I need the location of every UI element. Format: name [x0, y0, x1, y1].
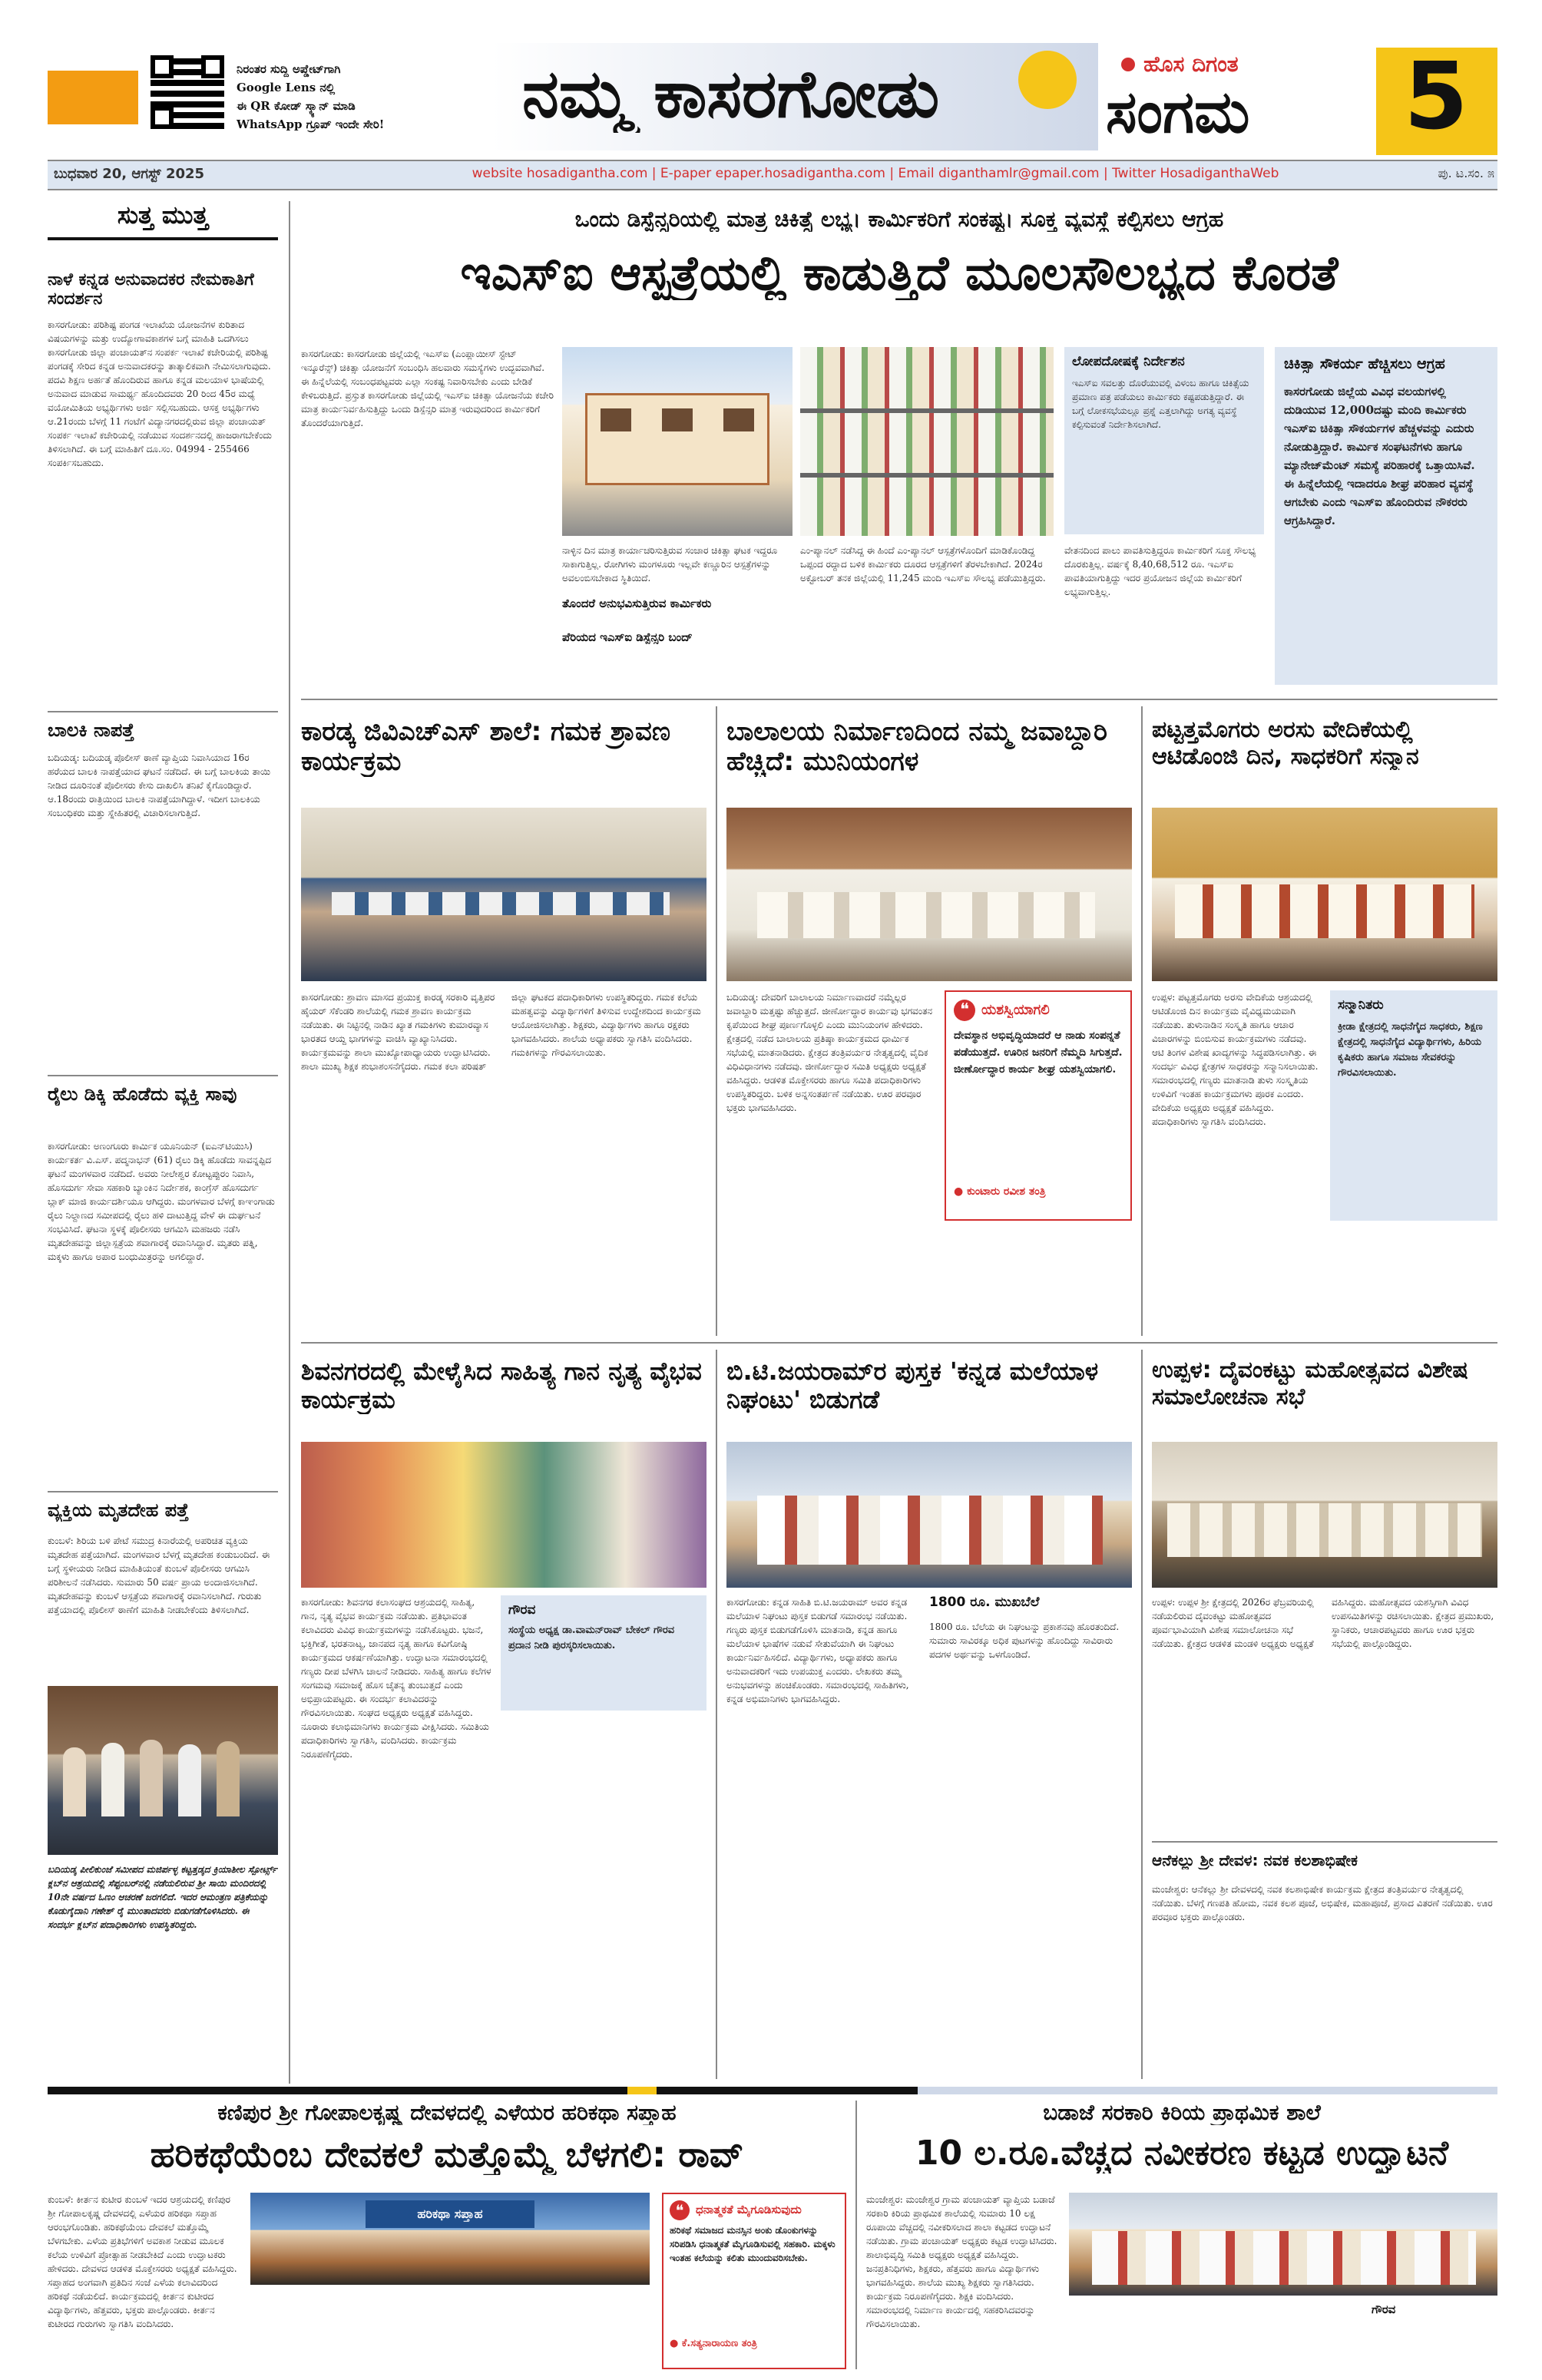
- row2-story-3: [1152, 706, 1497, 1336]
- row3-story-2: [726, 1350, 1132, 2079]
- bottom-story-2-kicker: ಬಡಾಜೆ ಸರಕಾರಿ ಕಿರಿಯ ಪ್ರಾಥಮಿಕ ಶಾಲೆ: [1043, 2101, 1321, 2125]
- cultural-program-photo: [301, 1442, 706, 1588]
- bottom-story-1-headline: ಹರಿಕಥೆಯೆಂಬ ದೇವಕಲೆ ಮತ್ತೊಮ್ಮೆ ಬೆಳಗಲಿ: ರಾವ್: [150, 2134, 744, 2175]
- divider: [716, 706, 717, 1336]
- harikatha-photo: [250, 2193, 650, 2285]
- page-title: ನಮ್ಮ ಕಾಸರಗೋಡು: [522, 57, 940, 133]
- lead-body-3: ಎಂ-ಪ್ಯಾನಲ್ ನಡೆಸಿದ್ದ ಈ ಹಿಂದೆ ಎಂ-ಪ್ಯಾನಲ್ ಆಸ್ಪತ್ರೆಗಳೊಂದಿಗೆ ಮಾಡಿಕೊಂಡಿದ್ದ ಒಪ್ಪಂದ ರದ್ದಾದ ಬಳಿಕ ಕಾರ್ಮಿಕರು ದೂರದ ಆಸ್ಪತ್ರೆಗಳಿಗೆ ತೆರಳಬೇಕಾಗಿದೆ. 2024ರ ಅಕ್ಟೋಬರ್ ತನಕ ಜಿಲ್ಲೆಯಲ್ಲಿ 11,245 ಮಂದಿ ಇಎಸ್‌ಐ ಸೌಲಭ್ಯ ಪಡೆಯುತ್ತಿದ್ದರು.: [800, 545, 1046, 583]
- bottom-story-1-body: ಕುಂಬಳೆ: ಕೀರ್ತನ ಕುಟೀರ ಕುಂಬಳೆ ಇದರ ಆಶ್ರಯದಲ್ಲಿ ಕಣಿಪುರ ಶ್ರೀ ಗೋಪಾಲಕೃಷ್ಣ ದೇವಳದಲ್ಲಿ ಎಳೆಯರ ಹರಿಕಥಾ ಸಪ್ತಾಹ ಆರಂಭಗೊಂಡಿತು. ಹರಿಕಥೆಯೆಂಬ ದೇವಕಲೆ ಮತ್ತೊಮ್ಮೆ ಬೆಳಗಬೇಕು. ಎಳೆಯ ಪ್ರತಿಭೆಗಳಿಗೆ ಅವಕಾಶ ನೀಡುವ ಮೂಲಕ ಕಲೆಯ ಉಳಿವಿಗೆ ಪ್ರೋತ್ಸಾಹ ನೀಡಬೇಕಿದೆ ಎಂದು ಉದ್ಘಾಟಕರು ಹೇಳಿದರು. ದೇವಳದ ಆಡಳಿತ ಮೊಕ್ತೇಸರರು ಅಧ್ಯಕ್ಷತೆ ವಹಿಸಿದ್ದರು. ಸಪ್ತಾಹದ ಅಂಗವಾಗಿ ಪ್ರತಿದಿನ ಸಂಜೆ ಎಳೆಯ ಕಲಾವಿದರಿಂದ ಹರಿಕಥೆ ನಡೆಯಲಿದೆ. ಕಾರ್ಯಕ್ರಮದಲ್ಲಿ ಕೀರ್ತನ ಕುಟೀರದ ವಿದ್ಯಾರ್ಥಿಗಳು, ಹೆತ್ತವರು, ಭಕ್ತರು ಪಾಲ್ಗೊಂಡರು. ಕೀರ್ತನ ಕುಟೀರದ ಗುರುಗಳು ಸ್ವಾಗತಿಸಿ ವಂದಿಸಿದರು.: [48, 2194, 237, 2329]
- row3-story-1-body: ಕಾಸರಗೋಡು: ಶಿವನಗರ ಕಲಾಸಂಘದ ಆಶ್ರಯದಲ್ಲಿ ಸಾಹಿತ್ಯ, ಗಾನ, ನೃತ್ಯ ವೈಭವ ಕಾರ್ಯಕ್ರಮ ನಡೆಯಿತು. ಪ್ರತಿಭಾವಂತ ಕಲಾವಿದರು ವಿವಿಧ ಕಾರ್ಯಕ್ರಮಗಳನ್ನು ನಡೆಸಿಕೊಟ್ಟರು. ಭಜನೆ, ಭಕ್ತಿಗೀತೆ, ಭರತನಾಟ್ಯ, ಜಾನಪದ ನೃತ್ಯ ಹಾಗೂ ಕವಿಗೋಷ್ಠಿ ಕಾರ್ಯಕ್ರಮದ ಆಕರ್ಷಣೆಯಾಗಿತ್ತು. ಉದ್ಘಾಟನಾ ಸಮಾರಂಭದಲ್ಲಿ ಗಣ್ಯರು ದೀಪ ಬೆಳಗಿಸಿ ಚಾಲನೆ ನೀಡಿದರು. ಸಾಹಿತ್ಯ ಹಾಗೂ ಕಲೆಗಳ ಸಂಗಮವು ಸಮಾಜಕ್ಕೆ ಹೊಸ ಚೈತನ್ಯ ತುಂಬುತ್ತದೆ ಎಂದು ಅಭಿಪ್ರಾಯಪಟ್ಟರು. ಈ ಸಂದರ್ಭ ಕಲಾವಿದರನ್ನು ಗೌರವಿಸಲಾಯಿತು. ಸಂಘದ ಅಧ್ಯಕ್ಷರು ಅಧ್ಯಕ್ಷತೆ ವಹಿಸಿದ್ದರು. ನೂರಾರು ಕಲಾಭಿಮಾನಿಗಳು ಕಾರ್ಯಕ್ರಮ ವೀಕ್ಷಿಸಿದರು. ಸಮಿತಿಯ ಪದಾಧಿಕಾರಿಗಳು ಸ್ವಾಗತಿಸಿ, ವಂದಿಸಿದರು. ಕಾರ್ಯಕ್ರಮ ನಿರೂಪಣೆಗೈದರು.: [301, 1597, 491, 1760]
- row2-story-2: [726, 706, 1132, 1336]
- row3-story-2-body-2: 1800 ರೂ. ಬೆಲೆಯ ಈ ನಿಘಂಟನ್ನು ಪ್ರಕಾಶನವು ಹೊರತಂದಿದೆ. ಸುಮಾರು ಸಾವಿರಕ್ಕೂ ಅಧಿಕ ಪುಟಗಳನ್ನು ಹೊಂದಿದ್ದು ಸಾವಿರಾರು ಪದಗಳ ಅರ್ಥವನ್ನು ಒಳಗೊಂಡಿದೆ.: [929, 1621, 1120, 1660]
- lead-headline: ಇಎಸ್‌ಐ ಆಸ್ಪತ್ರೆಯಲ್ಲಿ ಕಾಡುತ್ತಿದೆ ಮೂಲಸೌಲಭ್ಯದ ಕೊರತೆ: [460, 246, 1338, 301]
- divider: [1152, 1841, 1497, 1843]
- honorees-box: [1330, 990, 1497, 1221]
- row2-story-2-body: ಬದಿಯಡ್ಕ: ದೇವರಿಗೆ ಬಾಲಾಲಯ ನಿರ್ಮಾಣವಾದರೆ ನಮ್ಮೆಲ್ಲರ ಜವಾಬ್ದಾರಿ ಮತ್ತಷ್ಟು ಹೆಚ್ಚುತ್ತದೆ. ಜೀರ್ಣೋದ್ಧಾರ ಕಾರ್ಯವು ಭಗವಂತನ ಕೃಪೆಯಿಂದ ಶೀಘ್ರ ಪೂರ್ಣಗೊಳ್ಳಲಿ ಎಂದು ಮುನಿಯಂಗಳ ಹೇಳಿದರು. ಕ್ಷೇತ್ರದಲ್ಲಿ ನಡೆದ ಬಾಲಾಲಯ ಪ್ರತಿಷ್ಠಾ ಕಾರ್ಯಕ್ರಮದ ಧಾರ್ಮಿಕ ಸಭೆಯಲ್ಲಿ ಮಾತನಾಡಿದರು. ಕ್ಷೇತ್ರದ ತಂತ್ರಿವರ್ಯರ ನೇತೃತ್ವದಲ್ಲಿ ವೈದಿಕ ವಿಧಿವಿಧಾನಗಳು ನಡೆದವು. ಜೀರ್ಣೋದ್ಧಾರ ಸಮಿತಿ ಅಧ್ಯಕ್ಷರು ಅಧ್ಯಕ್ಷತೆ ವಹಿಸಿದ್ದರು. ಆಡಳಿತ ಮೊಕ್ತೇಸರರು ಹಾಗೂ ಸಮಿತಿ ಪದಾಧಿಕಾರಿಗಳು ಉಪಸ್ಥಿತರಿದ್ದರು. ಬಳಿಕ ಅನ್ನಸಂತರ್ಪಣೆ ನಡೆಯಿತು. ಊರ ಪರವೂರ ಭಕ್ತರು ಭಾಗವಹಿಸಿದರು.: [726, 992, 933, 1113]
- sidebar-story-1-body: ಕಾಸರಗೋಡು: ಪರಿಶಿಷ್ಟ ಪಂಗಡ ಇಲಾಖೆಯ ಯೋಜನೆಗಳ ಕುರಿತಾದ ವಿಷಯಗಳನ್ನು ಮತ್ತು ಉದ್ಯೋಗಾವಕಾಶಗಳ ಬಗ್ಗೆ ಮಾಹಿತಿ ಒದಗಿಸಲು ಕಾಸರಗೋಡು ಜಿಲ್ಲಾ ಪಂಚಾಯತ್‌ನ ಸಂಪರ್ಕ ಇಲಾಖೆ ಕಚೇರಿಯಲ್ಲಿ ಪರಿಶಿಷ್ಟ ಪಂಗಡಕ್ಕೆ ಸೇರಿದ ಕನ್ನಡ ಅನುವಾದಕರನ್ನು ತಾತ್ಕಾಲಿಕವಾಗಿ ನೇಮಿಸಲಾಗುವುದು. ಪದವಿ ಶಿಕ್ಷಣ ಅರ್ಹತೆ ಹೊಂದಿರುವ ಹಾಗೂ ಕನ್ನಡ ಮಲಯಾಳ ಭಾಷೆಯಲ್ಲಿ ಅನುವಾದ ಮಾಡುವ ಸಾಮರ್ಥ್ಯ ಹೊಂದಿದವರು 20 ರಿಂದ 45ರ ಮಧ್ಯೆ ವಯೋಮಿತಿಯ ಅಭ್ಯರ್ಥಿಗಳು ಅರ್ಜಿ ಸಲ್ಲಿಸಬಹುದು. ಆಸಕ್ತ ಅಭ್ಯರ್ಥಿಗಳು ಆ.21ರಂದು ಬೆಳಗ್ಗೆ 11 ಗಂಟೆಗೆ ವಿದ್ಯಾನಗರದಲ್ಲಿರುವ ಜಿಲ್ಲಾ ಪಂಚಾಯತ್ ಸಂಪರ್ಕ ಇಲಾಖೆ ಕಚೇರಿಯಲ್ಲಿ ನಡೆಯುವ ಸಂದರ್ಶನದಲ್ಲಿ ಹಾಜರಾಗಬೇಕೆಂದು ತಿಳಿಸಲಾಗಿದೆ. ಈ ಬಗ್ಗೆ ಮಾಹಿತಿಗೆ ದೂ.ಸಂ. 04994 - 255466 ಸಂಪರ್ಕಿಸಬಹುದು.: [48, 319, 272, 468]
- promo-2-header: [670, 2200, 839, 2220]
- divider: [1141, 706, 1143, 1336]
- bottom-story-1: [48, 2101, 846, 2369]
- row2-story-2-headline: ಬಾಲಾಲಯ ನಿರ್ಮಾಣದಿಂದ ನಮ್ಮ ಜವಾಬ್ದಾರಿ ಹೆಚ್ಚಿದೆ: ಮುನಿಯಂಗಳ: [726, 717, 1107, 778]
- divider: [289, 201, 290, 2084]
- lead-subhead-2: ಪೆರಿಯದ ಇಎಸ್‌ಐ ಡಿಸ್ಪೆನ್ಸರಿ ಬಂದ್: [562, 631, 693, 644]
- divider: [716, 1350, 717, 2079]
- box-treatment: [1275, 347, 1497, 685]
- lead-kicker: ಒಂದು ಡಿಸ್ಪೆನ್ಸರಿಯಲ್ಲಿ ಮಾತ್ರ ಚಿಕಿತ್ಸೆ ಲಭ್ಯ। ಕಾರ್ಮಿಕರಿಗೆ ಸಂಕಷ್ಟ। ಸೂಕ್ತ ವ್ಯವಸ್ಥೆ ಕಲ್ಪಿಸಲು ಆಗ್ರಹ: [574, 207, 1224, 232]
- promo-1-header: [954, 1000, 1123, 1021]
- divider: [48, 711, 278, 712]
- quote-mark-icon: ❝: [670, 2200, 690, 2220]
- qr-line-1: ನಿರಂತರ ಸುದ್ದಿ ಅಪ್ಡೇಟ್‌ಗಾಗಿ: [237, 62, 341, 76]
- school-event-photo: [301, 808, 706, 981]
- qr-line-2: Google Lens ನಲ್ಲಿ: [237, 81, 336, 94]
- box-treatment-title: ಚಿಕಿತ್ಸಾ ಸೌಕರ್ಯ ಹೆಚ್ಚಿಸಲು ಆಗ್ರಹ: [1284, 356, 1445, 372]
- row3-story-2-subhead: 1800 ರೂ. ಮುಖಬೆಲೆ: [929, 1595, 1040, 1610]
- harikatha-banner: ಹರಿಕಥಾ ಸಪ್ತಾಹ: [366, 2200, 534, 2228]
- divider: [1141, 1350, 1143, 2079]
- row3-story-1-body-cont: [501, 1718, 706, 2071]
- row2-story-1: [301, 706, 706, 1336]
- lead-body-1: ಕಾಸರಗೋಡು: ಕಾಸರಗೋಡು ಜಿಲ್ಲೆಯಲ್ಲಿ ಇಎಸ್‌ಐ (ಎಂಪ್ಲಾಯೀಸ್ ಸ್ಟೇಟ್ ಇನ್ಶೂರೆನ್ಸ್) ಚಿಕಿತ್ಸಾ ಯೋಜನೆಗೆ ಸಂಬಂಧಿಸಿ ಹಲವಾರು ಸಮಸ್ಯೆಗಳು ಉದ್ಭವವಾಗಿವೆ. ಈ ಹಿನ್ನೆಲೆಯಲ್ಲಿ ಸಂಬಂಧಪಟ್ಟವರು ಎಲ್ಲಾ ಸಂಕಷ್ಟ ನಿವಾರಿಸಬೇಕು ಎಂದು ಬೇಡಿಕೆ ಕೇಳಿಬರುತ್ತಿದೆ. ಪ್ರಸ್ತುತ ಕಾಸರಗೋಡು ಜಿಲ್ಲೆಯಲ್ಲಿ ಇಎಸ್‌ಐ ಚಿಕಿತ್ಸಾ ಯೋಜನೆಯ ಕಚೇರಿ ಮಾತ್ರ ಕಾರ್ಯನಿರ್ವಹಿಸುತ್ತಿದ್ದು ಒಂದು ಡಿಸ್ಪೆನ್ಸರಿ ಮಾತ್ರ ಇರುವುದರಿಂದ ಕಾರ್ಮಿಕರಿಗೆ ತೊಂದರೆಯಾಗುತ್ತಿದೆ.: [301, 349, 554, 428]
- sidebar-story-2-body: ಬದಿಯಡ್ಕ: ಬದಿಯಡ್ಕ ಪೊಲೀಸ್ ಠಾಣೆ ವ್ಯಾಪ್ತಿಯ ನಿವಾಸಿಯಾದ 16ರ ಹರೆಯದ ಬಾಲಕಿ ನಾಪತ್ತೆಯಾದ ಘಟನೆ ನಡೆದಿದೆ. ಈ ಬಗ್ಗೆ ಬಾಲಕಿಯ ತಾಯಿ ನೀಡಿದ ದೂರಿನಂತೆ ಪೊಲೀಸರು ಕೇಸು ದಾಖಲಿಸಿ ತನಿಖೆ ಕೈಗೊಂಡಿದ್ದಾರೆ. ಆ.18ರಂದು ರಾತ್ರಿಯಿಂದ ಬಾಲಕಿ ನಾಪತ್ತೆಯಾಗಿದ್ದಾಳೆ. ಇದೀಗ ಬಾಲಕಿಯ ಸಂಬಂಧಿಕರು ಮತ್ತು ಸ್ನೇಹಿತರಲ್ಲಿ ವಿಚಾರಿಸಲಾಗುತ್ತಿದೆ.: [48, 752, 270, 818]
- row3-story-3-sub-headline: ಆನೆಕಲ್ಲು ಶ್ರೀ ದೇವಳ: ನವಕ ಕಲಶಾಭಿಷೇಕ: [1152, 1852, 1358, 1869]
- brand-name: ಹೊಸ ದಿಗಂತ: [1143, 51, 1239, 77]
- sidebar-story-2-headline: ಬಾಲಕಿ ನಾಪತ್ತೆ: [48, 720, 134, 741]
- sidebar-story-4-headline: ವ್ಯಕ್ತಿಯ ಮೃತದೇಹ ಪತ್ತೆ: [48, 1500, 189, 1521]
- honorees-title: ಸನ್ಮಾನಿತರು: [1338, 998, 1384, 1013]
- club-photo-caption: ಬದಿಯಡ್ಕ ಪೀಲಿಕುಂಜೆ ಸಮೀಪದ ಮಜಿರ್ಪಳ್ಳ ಕಟ್ಟತ್ತಡ್ಕದ ಕ್ರಿಯಾಶೀಲ ಸ್ಪೋರ್ಟ್ಸ್ ಕ್ಲಬ್‌ನ ಆಶ್ರಯದಲ್ಲಿ ಸೆಪ್ಟಂಬರ್‌ನಲ್ಲಿ ನಡೆಯಲಿರುವ ಶ್ರೀ ಸಾಯಿ ಮಂದಿರದಲ್ಲಿ 10ನೇ ವರ್ಷದ ಓಣಂ ಆಚರಣೆ ಜರಗಲಿದೆ. ಇದರ ಆಮಂತ್ರಣ ಪತ್ರಿಕೆಯನ್ನು ಕೊಡುಗೈದಾನಿ ಗಣೇಶ್ ರೈ ಮುಂತಾದವರು ಬಿಡುಗಡೆಗೊಳಿಸಿದರು. ಈ ಸಂದರ್ಭ ಕ್ಲಬ್‌ನ ಪದಾಧಿಕಾರಿಗಳು ಉಪಸ್ಥಿತರಿದ್ದರು.: [48, 1864, 277, 1930]
- honoring-photo: [1152, 808, 1497, 981]
- box-lopadosha-title: ಲೋಪದೋಷಕ್ಕೆ ನಿರ್ದೇಶನ: [1072, 355, 1185, 369]
- supplement-title: ಸಂಗಮ: [1106, 78, 1250, 146]
- row2-story-1-headline: ಕಾರಡ್ಕ ಜಿವಿಎಚ್‌ಎಸ್ ಶಾಲೆ: ಗಮಕ ಶ್ರಾವಣ ಕಾರ್ಯಕ್ರಮ: [301, 717, 670, 778]
- brand-dot-icon: [1121, 58, 1135, 71]
- sidebar-story-1-headline: ನಾಳೆ ಕನ್ನಡ ಅನುವಾದಕರ ನೇಮಕಾತಿಗೆ ಸಂದರ್ಶನ: [48, 270, 254, 309]
- promo-2-title: ಧನಾತ್ಮಕತೆ ಮೈಗೂಡಿಸುವುದು: [696, 2203, 802, 2217]
- promo-positivity: [662, 2193, 846, 2369]
- sidebar: [48, 201, 278, 2084]
- row2-story-2-body-cont: [945, 1228, 1132, 1328]
- school-inauguration-photo: [1069, 2193, 1497, 2296]
- masthead: [0, 0, 1542, 182]
- row3-story-1-headline: ಶಿವನಗರದಲ್ಲಿ ಮೇಳೈಸಿದ ಸಾಹಿತ್ಯ ಗಾನ ನೃತ್ಯ ವೈಭವ ಕಾರ್ಯಕ್ರಮ: [301, 1357, 702, 1414]
- lead-body-4: ವೇತನದಿಂದ ಪಾಲು ಪಾವತಿಸುತ್ತಿದ್ದರೂ ಕಾರ್ಮಿಕರಿಗೆ ಸೂಕ್ತ ಸೌಲಭ್ಯ ದೊರಕುತ್ತಿಲ್ಲ. ವರ್ಷಕ್ಕೆ 8,40,68,512 ರೂ. ಇಎಸ್‌ಐ ಪಾವತಿಯಾಗುತ್ತಿದ್ದು ಇದರ ಪ್ರಯೋಜನ ಜಿಲ್ಲೆಯ ಕಾರ್ಮಿಕರಿಗೆ ಲಭ್ಯವಾಗುತ್ತಿಲ್ಲ.: [1064, 545, 1256, 597]
- row3-story-3-sub-body: ಮಂಜೇಶ್ವರ: ಆನೆಕಲ್ಲು ಶ್ರೀ ದೇವಳದಲ್ಲಿ ನವಕ ಕಲಶಾಭಿಷೇಕ ಕಾರ್ಯಕ್ರಮ ಕ್ಷೇತ್ರದ ತಂತ್ರಿವರ್ಯರ ನೇತೃತ್ವದಲ್ಲಿ ನಡೆಯಿತು. ಬೆಳಗ್ಗೆ ಗಣಪತಿ ಹೋಮ, ನವಕ ಕಲಶ ಪೂಜೆ, ಅಭಿಷೇಕ, ಮಹಾಪೂಜೆ, ಪ್ರಸಾದ ವಿತರಣೆ ನಡೆಯಿತು. ಊರ ಪರವೂರ ಭಕ್ತರು ಪಾಲ್ಗೊಂಡರು.: [1152, 1884, 1493, 1922]
- bottom-story-2-body-cont: [1069, 2303, 1361, 2369]
- promo-2-body: ಹರಿಕಥೆ ಸಮಾಜದ ಮನಸ್ಸಿನ ಅಂಕು ಡೊಂಕುಗಳನ್ನು ಸರಿಪಡಿಸಿ ಧನಾತ್ಮಕತೆ ಮೈಗೂಡಿಸುವಲ್ಲಿ ಸಹಕಾರಿ. ಮಕ್ಕಳು ಇಂತಹ ಕಲೆಯನ್ನು ಕಲಿತು ಮುಂದುವರಿಸಬೇಕು.: [670, 2225, 836, 2263]
- bottom-story-1-kicker: ಕಣಿಪುರ ಶ್ರೀ ಗೋಪಾಲಕೃಷ್ಣ ದೇವಳದಲ್ಲಿ ಎಳೆಯರ ಹರಿಕಥಾ ಸಪ್ತಾಹ: [217, 2101, 677, 2125]
- promo-1-author-name: ಕುಂಟಾರು ರವೀಶ ತಂತ್ರಿ: [967, 1185, 1046, 1198]
- contact-line[interactable]: website hosadigantha.com | E-paper epaper.hosadigantha.com | Email diganthamlr@gmail.com | Twitter HosadiganthaWeb: [472, 166, 1279, 181]
- color-strip: [48, 2087, 1497, 2094]
- club-group-photo: [48, 1686, 278, 1855]
- bottom-story-2: [866, 2101, 1497, 2369]
- row2-story-1-body: ಕಾಸರಗೋಡು: ಶ್ರಾವಣ ಮಾಸದ ಪ್ರಯುಕ್ತ ಕಾರಡ್ಕ ಸರಕಾರಿ ವೃತ್ತಿಪರ ಹೈಯರ್ ಸೆಕೆಂಡರಿ ಶಾಲೆಯಲ್ಲಿ ಗಮಕ ಶ್ರಾವಣ ಕಾರ್ಯಕ್ರಮ ನಡೆಯಿತು. ಈ ನಿಟ್ಟಿನಲ್ಲಿ ನಾಡಿನ ಖ್ಯಾತ ಗಮಕಿಗಳು ಕುಮಾರವ್ಯಾಸ ಭಾರತದ ಆಯ್ದ ಭಾಗಗಳನ್ನು ವಾಚಿಸಿ ವ್ಯಾಖ್ಯಾನಿಸಿದರು. ಕಾರ್ಯಕ್ರಮವನ್ನು ಶಾಲಾ ಮುಖ್ಯೋಪಾಧ್ಯಾಯರು ಉದ್ಘಾಟಿಸಿದರು. ಶಾಲಾ ಮುಖ್ಯ ಶಿಕ್ಷಕ ಶುಭಾಶಂಸನೆಗೈದರು. ಗಮಕ ಕಲಾ ಪರಿಷತ್ ಜಿಲ್ಲಾ ಘಟಕದ ಪದಾಧಿಕಾರಿಗಳು ಉಪಸ್ಥಿತರಿದ್ದರು. ಗಮಕ ಕಲೆಯ ಮಹತ್ವವನ್ನು ವಿದ್ಯಾರ್ಥಿಗಳಿಗೆ ತಿಳಿಸುವ ಉದ್ದೇಶದಿಂದ ಕಾರ್ಯಕ್ರಮ ಆಯೋಜಿಸಲಾಗಿತ್ತು. ಶಿಕ್ಷಕರು, ವಿದ್ಯಾರ್ಥಿಗಳು ಹಾಗೂ ರಕ್ಷಕರು ಭಾಗವಹಿಸಿದರು. ಶಾಲೆಯ ಅಧ್ಯಾಪಕರು ಸ್ವಾಗತಿಸಿ ವಂದಿಸಿದರು. ಗಮಕಿಗಳನ್ನು ಗೌರವಿಸಲಾಯಿತು.: [301, 992, 701, 1072]
- row3-story-3-body: ಉಪ್ಪಳ: ಉಪ್ಪಳ ಶ್ರೀ ಕ್ಷೇತ್ರದಲ್ಲಿ 2026ರ ಫೆಬ್ರವರಿಯಲ್ಲಿ ನಡೆಯಲಿರುವ ದೈವಂಕಟ್ಟು ಮಹೋತ್ಸವದ ಪೂರ್ವಭಾವಿಯಾಗಿ ವಿಶೇಷ ಸಮಾಲೋಚನಾ ಸಭೆ ನಡೆಯಿತು. ಕ್ಷೇತ್ರದ ಆಡಳಿತ ಮಂಡಳಿ ಅಧ್ಯಕ್ಷರು ಅಧ್ಯಕ್ಷತೆ ವಹಿಸಿದ್ದರು. ಮಹೋತ್ಸವದ ಯಶಸ್ಸಿಗಾಗಿ ವಿವಿಧ ಉಪಸಮಿತಿಗಳನ್ನು ರಚಿಸಲಾಯಿತು. ಕ್ಷೇತ್ರದ ಪ್ರಮುಖರು, ಸ್ಥಾನಿಕರು, ಆಚಾರಪಟ್ಟವರು ಹಾಗೂ ಊರ ಭಕ್ತರು ಸಭೆಯಲ್ಲಿ ಪಾಲ್ಗೊಂಡಿದ್ದರು.: [1152, 1597, 1494, 1649]
- divider: [855, 2101, 857, 2369]
- row3-story-2-body: ಕಾಸರಗೋಡು: ಕನ್ನಡ ಸಾಹಿತಿ ಬಿ.ಟಿ.ಜಯರಾಮ್ ಅವರ ಕನ್ನಡ ಮಲೆಯಾಳ ನಿಘಂಟು ಪುಸ್ತಕ ಬಿಡುಗಡೆ ಸಮಾರಂಭ ನಡೆಯಿತು. ಗಣ್ಯರು ಪುಸ್ತಕ ಬಿಡುಗಡೆಗೊಳಿಸಿ ಮಾತನಾಡಿ, ಕನ್ನಡ ಹಾಗೂ ಮಲೆಯಾಳ ಭಾಷೆಗಳ ನಡುವೆ ಸೇತುವೆಯಾಗಿ ಈ ನಿಘಂಟು ಕಾರ್ಯನಿರ್ವಹಿಸಲಿದೆ. ವಿದ್ಯಾರ್ಥಿಗಳು, ಅಧ್ಯಾಪಕರು ಹಾಗೂ ಅನುವಾದಕರಿಗೆ ಇದು ಉಪಯುಕ್ತ ಎಂದರು. ಲೇಖಕರು ತಮ್ಮ ಅನುಭವಗಳನ್ನು ಹಂಚಿಕೊಂಡರು. ಸಮಾರಂಭದಲ್ಲಿ ಸಾಹಿತಿಗಳು, ಕನ್ನಡ ಅಭಿಮಾನಿಗಳು ಭಾಗವಹಿಸಿದ್ದರು.: [726, 1597, 909, 1704]
- qr-line-3: ಈ QR ಕೋಡ್ ಸ್ಕ್ಯಾನ್ ಮಾಡಿ: [237, 99, 356, 113]
- dateline: ಬುಧವಾರ 20, ಆಗಸ್ಟ್ 2025: [54, 166, 205, 182]
- row2-story-3-body: ಉಪ್ಪಳ: ಪಟ್ಟತ್ತಮೊಗರು ಅರಸು ವೇದಿಕೆಯ ಆಶ್ರಯದಲ್ಲಿ ಆಟಿಡೊಂಜಿ ದಿನ ಕಾರ್ಯಕ್ರಮ ವೈವಿಧ್ಯಮಯವಾಗಿ ನಡೆಯಿತು. ತುಳುನಾಡಿನ ಸಂಸ್ಕೃತಿ ಹಾಗೂ ಆಚಾರ ವಿಚಾರಗಳನ್ನು ಬಿಂಬಿಸುವ ಕಾರ್ಯಕ್ರಮಗಳು ನಡೆದವು. ಆಟಿ ತಿಂಗಳ ವಿಶೇಷ ಖಾದ್ಯಗಳನ್ನು ಸಿದ್ಧಪಡಿಸಲಾಗಿತ್ತು. ಈ ಸಂದರ್ಭ ವಿವಿಧ ಕ್ಷೇತ್ರಗಳ ಸಾಧಕರನ್ನು ಸನ್ಮಾನಿಸಲಾಯಿತು. ಸಮಾರಂಭದಲ್ಲಿ ಗಣ್ಯರು ಮಾತನಾಡಿ ತುಳು ಸಂಸ್ಕೃತಿಯ ಉಳಿವಿಗೆ ಇಂತಹ ಕಾರ್ಯಕ್ರಮಗಳು ಪೂರಕ ಎಂದರು. ವೇದಿಕೆಯ ಅಧ್ಯಕ್ಷರು ಅಧ್ಯಕ್ಷತೆ ವಹಿಸಿದ್ದರು. ಪದಾಧಿಕಾರಿಗಳು ಸ್ವಾಗತಿಸಿ ವಂದಿಸಿದರು.: [1152, 992, 1319, 1127]
- promo-1-title: ಯಶಸ್ವಿಯಾಗಲಿ: [981, 1002, 1050, 1018]
- row3-story-1: [301, 1350, 706, 2079]
- sidebar-title: ಸುತ್ತ ಮುತ್ತ: [48, 201, 278, 240]
- bottom-story-2-subhead: ಗೌರವ: [1372, 2303, 1396, 2316]
- bottom-story-2-body: ಮಂಜೇಶ್ವರ: ಮಂಜೇಶ್ವರ ಗ್ರಾಮ ಪಂಚಾಯತ್ ವ್ಯಾಪ್ತಿಯ ಬಡಾಜೆ ಸರಕಾರಿ ಕಿರಿಯ ಪ್ರಾಥಮಿಕ ಶಾಲೆಯಲ್ಲಿ ಸುಮಾರು 10 ಲಕ್ಷ ರೂಪಾಯಿ ವೆಚ್ಚದಲ್ಲಿ ನವೀಕರಿಸಲಾದ ಶಾಲಾ ಕಟ್ಟಡದ ಉದ್ಘಾಟನೆ ನಡೆಯಿತು. ಗ್ರಾಮ ಪಂಚಾಯತ್ ಅಧ್ಯಕ್ಷರು ಕಟ್ಟಡ ಉದ್ಘಾಟಿಸಿದರು. ಶಾಲಾಭಿವೃದ್ಧಿ ಸಮಿತಿ ಅಧ್ಯಕ್ಷರು ಅಧ್ಯಕ್ಷತೆ ವಹಿಸಿದ್ದರು. ಜನಪ್ರತಿನಿಧಿಗಳು, ಶಿಕ್ಷಕರು, ಹೆತ್ತವರು ಹಾಗೂ ವಿದ್ಯಾರ್ಥಿಗಳು ಭಾಗವಹಿಸಿದ್ದರು. ಶಾಲೆಯ ಮುಖ್ಯ ಶಿಕ್ಷಕರು ಸ್ವಾಗತಿಸಿದರು. ಕಾರ್ಯಕ್ರಮ ನಿರೂಪಣೆಗೈದರು. ಶಿಕ್ಷಕಿ ವಂದಿಸಿದರು. ಸಮಾರಂಭದಲ್ಲಿ ನಿರ್ಮಾಣ ಕಾರ್ಯದಲ್ಲಿ ಸಹಕರಿಸಿದವರನ್ನು ಗೌರವಿಸಲಾಯಿತು.: [866, 2194, 1057, 2329]
- brand-logo: [1121, 52, 1298, 78]
- meeting-photo: [1152, 1442, 1497, 1588]
- book-release-photo: [726, 1442, 1132, 1588]
- gourava-title: ಗೌರವ: [508, 1603, 536, 1618]
- lead-story: [301, 201, 1497, 693]
- quote-mark-icon: ❝: [954, 1000, 975, 1021]
- sidebar-story-4-body: ಕುಂಬಳೆ: ಶಿರಿಯ ಬಳಿ ಪೇಟೆ ಸಮುದ್ರ ಕಿನಾರೆಯಲ್ಲಿ ಅಪರಿಚಿತ ವ್ಯಕ್ತಿಯ ಮೃತದೇಹ ಪತ್ತೆಯಾಗಿದೆ. ಮಂಗಳವಾರ ಬೆಳಗ್ಗೆ ಮೃತದೇಹ ಕಂಡುಬಂದಿದೆ. ಈ ಬಗ್ಗೆ ಸ್ಥಳೀಯರು ನೀಡಿದ ಮಾಹಿತಿಯಂತೆ ಕುಂಬಳೆ ಪೊಲೀಸರು ಆಗಮಿಸಿ ಪರಿಶೀಲನೆ ನಡೆಸಿದರು. ಸುಮಾರು 50 ವರ್ಷ ಪ್ರಾಯ ಅಂದಾಜಿಸಲಾಗಿದೆ. ಮೃತದೇಹವನ್ನು ಕುಂಬಳೆ ಆಸ್ಪತ್ರೆಯ ಶವಾಗಾರಕ್ಕೆ ರವಾನಿಸಲಾಗಿದೆ. ಗುರುತು ಪತ್ತೆಯಾದಲ್ಲಿ ಪೊಲೀಸ್ ಠಾಣೆಗೆ ಮಾಹಿತಿ ನೀಡಬೇಕೆಂದು ತಿಳಿಸಲಾಗಿದೆ.: [48, 1535, 270, 1615]
- page-label: ಪು. ಟ.ಸಂ. ೫: [1438, 166, 1494, 180]
- bottom-story-1-body-cont: [250, 2294, 650, 2369]
- promo-2-author-name: ಕೆ.ಸತ್ಯನಾರಾಯಣ ತಂತ್ರಿ: [681, 2339, 757, 2349]
- promo-1-author: ● ಕುಂಟಾರು ರವೀಶ ತಂತ್ರಿ: [954, 1185, 1046, 1198]
- row2-story-3-headline: ಪಟ್ಟತ್ತಮೊಗರು ಅರಸು ವೇದಿಕೆಯಲ್ಲಿ ಆಟಿಡೊಂಜಿ ದಿನ, ಸಾಧಕರಿಗೆ ಸನ್ಮಾನ: [1152, 717, 1419, 770]
- pharmacy-shelf-photo: [800, 347, 1054, 536]
- qr-code[interactable]: [151, 55, 224, 129]
- row3-story-3-headline: ಉಪ್ಪಳ: ದೈವಂಕಟ್ಟು ಮಹೋತ್ಸವದ ವಿಶೇಷ ಸಮಾಲೋಚನಾ ಸಭೆ: [1152, 1357, 1468, 1410]
- qr-line-4: WhatsApp ಗ್ರೂಪ್ ಇಂದೇ ಸೇರಿ!: [237, 117, 385, 131]
- promo-yashasviyagali: [945, 990, 1132, 1221]
- esi-hospital-photo: [562, 347, 793, 536]
- lead-subhead: ತೊಂದರೆ ಅನುಭವಿಸುತ್ತಿರುವ ಕಾರ್ಮಿಕರು: [562, 597, 712, 610]
- divider: [48, 1491, 278, 1492]
- page-number: 5: [1404, 45, 1468, 150]
- row3-story-3: [1152, 1350, 1497, 2079]
- sidebar-story-3-headline: ರೈಲು ಡಿಕ್ಕಿ ಹೊಡೆದು ವ್ಯಕ್ತಿ ಸಾವು: [48, 1084, 237, 1105]
- bottom-story-2-headline: 10 ಲ.ರೂ.ವೆಚ್ಚದ ನವೀಕರಣ ಕಟ್ಟಡ ಉದ್ಘಾಟನೆ: [915, 2134, 1449, 2173]
- qr-instructions: [237, 60, 513, 134]
- yellow-circle: [1018, 51, 1077, 109]
- box-treatment-body: ಕಾಸರಗೋಡು ಜಿಲ್ಲೆಯ ವಿವಿಧ ವಲಯಗಳಲ್ಲಿ ದುಡಿಯುವ 12,000ದಷ್ಟು ಮಂದಿ ಕಾರ್ಮಿಕರು ಇಎಸ್‌ಐ ಚಿಕಿತ್ಸಾ ಸೌಕರ್ಯಗಳ ಹೆಚ್ಚಳವನ್ನು ಎದುರು ನೋಡುತ್ತಿದ್ದಾರೆ. ಕಾರ್ಮಿಕ ಸಂಘಟನೆಗಳು ಹಾಗೂ ಮ್ಯಾನೇಜ್‌ಮೆಂಟ್ ಸಮಸ್ಯೆ ಪರಿಹಾರಕ್ಕೆ ಒತ್ತಾಯಿಸಿವೆ. ಈ ಹಿನ್ನೆಲೆಯಲ್ಲಿ ಇದಾದರೂ ಶೀಘ್ರ ಪರಿಹಾರ ವ್ಯವಸ್ಥೆ ಆಗಬೇಕು ಎಂದು ಇಎಸ್‌ಐ ಹೊಂದಿರುವ ನೌಕರರು ಆಗ್ರಹಿಸಿದ್ದಾರೆ.: [1284, 384, 1475, 527]
- divider: [301, 699, 1497, 700]
- honorees-body: ಕ್ರೀಡಾ ಕ್ಷೇತ್ರದಲ್ಲಿ ಸಾಧನೆಗೈದ ಸಾಧಕರು, ಶಿಕ್ಷಣ ಕ್ಷೇತ್ರದಲ್ಲಿ ಸಾಧನೆಗೈದ ವಿದ್ಯಾರ್ಥಿಗಳು, ಹಿರಿಯ ಕೃಷಿಕರು ಹಾಗೂ ಸಮಾಜ ಸೇವಕರನ್ನು ಗೌರವಿಸಲಾಯಿತು.: [1338, 1020, 1483, 1079]
- lead-body-2: ನಾಳ್ಳಿನ ದಿನ ಮಾತ್ರ ಕಾರ್ಯಾಚರಿಸುತ್ತಿರುವ ಸಂಚಾರ ಚಿಕಿತ್ಸಾ ಘಟಕ ಇದ್ದರೂ ಸಾಕಾಗುತ್ತಿಲ್ಲ. ರೋಗಿಗಳು ಮಂಗಳೂರು ಇಲ್ಲವೇ ಕಣ್ಣೂರಿನ ಆಸ್ಪತ್ರೆಗಳನ್ನು ಅವಲಂಬಿಸಬೇಕಾದ ಸ್ಥಿತಿಯಿದೆ.: [562, 545, 778, 583]
- orange-block: [48, 71, 138, 124]
- promo-1-body: ದೇವಸ್ಥಾನ ಅಭಿವೃದ್ಧಿಯಾದರೆ ಆ ನಾಡು ಸಂಪನ್ನತೆ ಪಡೆಯುತ್ತದೆ. ಊರಿನ ಜನರಿಗೆ ನೆಮ್ಮದಿ ಸಿಗುತ್ತದೆ. ಜೀರ್ಣೋದ್ಧಾರ ಕಾರ್ಯ ಶೀಘ್ರ ಯಶಸ್ವಿಯಾಗಲಿ.: [954, 1030, 1123, 1076]
- divider: [301, 1342, 1497, 1344]
- row3-story-2-headline: ಬಿ.ಟಿ.ಜಯರಾಮ್‌ರ ಪುಸ್ತಕ 'ಕನ್ನಡ ಮಲೆಯಾಳ ನಿಘಂಟು' ಬಿಡುಗಡೆ: [726, 1357, 1099, 1414]
- balalaya-photo: [726, 808, 1132, 981]
- gourava-box: [501, 1595, 706, 1711]
- sidebar-story-3-body: ಕಾಸರಗೋಡು: ಅಣಂಗೂರು ಕಾರ್ಮಿಕ ಯೂನಿಯನ್ (ಐಎನ್‌ಟಿಯುಸಿ) ಕಾರ್ಯಕರ್ತ ವಿ.ಎಸ್. ಪದ್ಮನಾಭನ್ (61) ರೈಲು ಡಿಕ್ಕಿ ಹೊಡೆದು ಸಾವನ್ನಪ್ಪಿದ ಘಟನೆ ಮಂಗಳವಾರ ನಡೆದಿದೆ. ಅವರು ನೀಲೇಶ್ವರ ಕೋಟ್ಟಪ್ಪುರಂ ನಿವಾಸಿ, ಹೊಸದುರ್ಗ ಸೇವಾ ಸಹಕಾರಿ ಬ್ಯಾಂಕಿನ ನಿರ್ದೇಶಕ, ಕಾಂಗ್ರೆಸ್ ಹೊಸದುರ್ಗ ಬ್ಲಾಕ್ ಮಾಜಿ ಕಾರ್ಯದರ್ಶಿಯೂ ಆಗಿದ್ದರು. ಮಂಗಳವಾರ ಬೆಳಗ್ಗೆ ಕಾಞಂಗಾಡು ರೈಲು ನಿಲ್ದಾಣದ ಸಮೀಪದಲ್ಲಿ ರೈಲು ಹಳಿ ದಾಟುತ್ತಿದ್ದ ವೇಳೆ ಈ ದುರ್ಘಟನೆ ಸಂಭವಿಸಿದೆ. ಘಟನಾ ಸ್ಥಳಕ್ಕೆ ಪೊಲೀಸರು ಆಗಮಿಸಿ ಮಹಜರು ನಡೆಸಿ ಮೃತದೇಹವನ್ನು ಜಿಲ್ಲಾಸ್ಪತ್ರೆಯ ಶವಾಗಾರಕ್ಕೆ ರವಾನಿಸಿದ್ದಾರೆ. ಮೃತರು ಪತ್ನಿ, ಮಕ್ಕಳು ಹಾಗೂ ಅಪಾರ ಬಂಧುಮಿತ್ರರನ್ನು ಅಗಲಿದ್ದಾರೆ.: [48, 1141, 275, 1262]
- box-lopadosha-body: ಇಎಸ್‌ಐ ಸವಲತ್ತು ದೊರೆಯುವಲ್ಲಿ ವಿಳಂಬ ಹಾಗೂ ಚಿಕಿತ್ಸೆಯ ಪ್ರಮಾಣ ಪತ್ರ ಪಡೆಯಲು ಕಾರ್ಮಿಕರು ಕಷ್ಟಪಡುತ್ತಿದ್ದಾರೆ. ಈ ಬಗ್ಗೆ ಲೋಕಸಭೆಯಲ್ಲೂ ಪ್ರಶ್ನೆ ಎತ್ತಲಾಗಿದ್ದು ಅಗತ್ಯ ವ್ಯವಸ್ಥೆ ಕಲ್ಪಿಸುವಂತೆ ನಿರ್ದೇಶಿಸಲಾಗಿದೆ.: [1072, 377, 1249, 430]
- promo-2-author: ● ಕೆ.ಸತ್ಯನಾರಾಯಣ ತಂತ್ರಿ: [670, 2339, 757, 2349]
- box-lopadosha: [1064, 347, 1264, 534]
- gourava-body: ಸಂಸ್ಥೆಯ ಅಧ್ಯಕ್ಷ ಡಾ.ವಾಮನ್‌ರಾವ್ ಬೇಕಲ್ ಗೌರವ ಪ್ರದಾನ ನೀಡಿ ಪುರಸ್ಕರಿಸಲಾಯಿತು.: [508, 1624, 675, 1651]
- divider: [48, 1075, 278, 1076]
